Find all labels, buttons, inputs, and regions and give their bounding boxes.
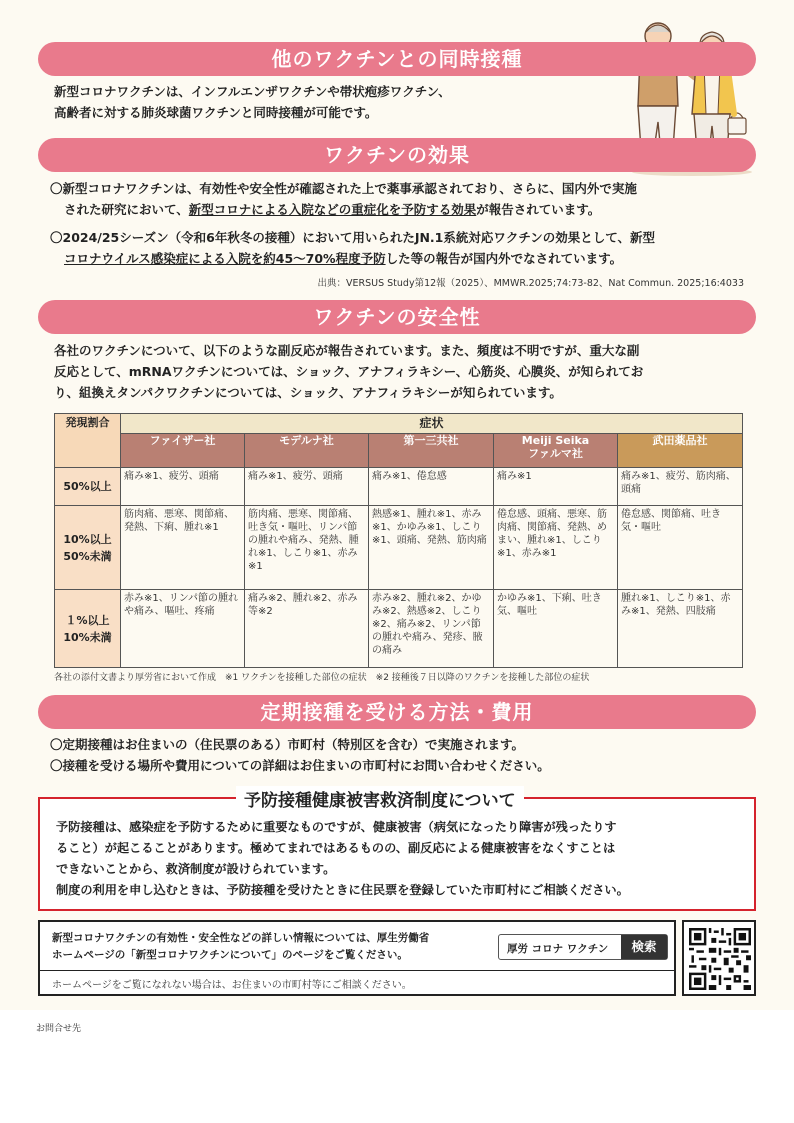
qr-code[interactable] <box>682 920 756 996</box>
method-title-band: 定期接種を受ける方法・費用 <box>38 695 756 729</box>
table-cell: 痛み※1、倦怠感 <box>369 468 494 506</box>
table-cell: 痛み※1 <box>494 468 618 506</box>
table-cell: 倦怠感、頭痛、悪寒、筋肉痛、関節痛、発熱、めまい、腫れ※1、しこり※1、赤み※1 <box>494 506 618 590</box>
safety-title-band: ワクチンの安全性 <box>38 300 756 334</box>
simultaneous-line-2: 高齢者に対する肺炎球菌ワクチンと同時接種が可能です。 <box>54 105 378 120</box>
company-meiji: Meiji Seika ファルマ社 <box>494 434 618 468</box>
table-row <box>55 468 743 506</box>
table-cell: 痛み※2、腫れ※2、赤み等※2 <box>245 590 369 668</box>
info-divider <box>40 970 674 971</box>
relief-body: 予防接種は、感染症を予防するために重要なものですが、健康被害（病気になったり障害が残ったりす ること）が起こることがあります。極めてまれではあるものの、副反応による健康被害をなくすことは できないことから、救済制度が設けられています。 制度の利用を申し込むときは、予防接種を受けたときに住民票を登録していた市町村にご相談ください。 <box>56 820 629 897</box>
info-fallback-text: ホームページをご覧になれない場合は、お住まいの市町村等にご相談ください。 <box>52 980 412 991</box>
effect-source: 出典：VERSUS Study第12報（2025）、MMWR.2025;74:73-82、Nat Commun. 2025;16:4033 <box>317 278 744 289</box>
safety-line-3: り、組換えタンパクワクチンについては、ショック、アナフィラキシーが知られています。 <box>54 385 562 400</box>
company-takeda: 武田薬品社 <box>618 434 743 468</box>
side-effects-table <box>54 413 743 668</box>
info-text: 新型コロナワクチンの有効性・安全性などの詳しい情報については、厚生労働省 ホームページの「新型コロナワクチンについて」のページをご覧ください。 <box>52 932 430 961</box>
table-cell: 赤み※2、腫れ※2、かゆみ※2、熱感※2、しこり※2、痛み※2、リンパ節の腫れや痛み、発疹、腋の痛み <box>369 590 494 668</box>
table-cell: 筋肉痛、悪寒、関節痛、吐き気・嘔吐、リンパ節の腫れや痛み、発熱、腫れ※1、しこり※1、赤み※1 <box>245 506 369 590</box>
effect-p2-line-2: コロナウイルス感染症による入院を約45～70%程度予防した等の報告が国内外でなされています。 <box>64 251 623 266</box>
relief-title: 予防接種健康被害救済制度について <box>236 786 524 811</box>
table-cell: 痛み※1、疲労、頭痛 <box>245 468 369 506</box>
table-note: 各社の添付文書より厚労省において作成 ※1 ワクチンを接種した部位の症状 ※2 接種後７日以降のワクチンを接種した部位の症状 <box>54 673 590 683</box>
company-moderna: モデルナ社 <box>245 434 369 468</box>
row-rate: 10%以上 50%未満 <box>55 506 121 590</box>
effect-title-band: ワクチンの効果 <box>38 138 756 172</box>
symptom-header: 症状 <box>121 414 743 434</box>
simultaneous-line-1: 新型コロナワクチンは、インフルエンザワクチンや帯状疱疹ワクチン、 <box>54 84 451 99</box>
table-cell: 腫れ※1、しこり※1、赤み※1、発熱、四肢痛 <box>618 590 743 668</box>
table-row <box>55 506 743 590</box>
effect-p2-line-1: 〇2024/25シーズン（令和6年秋冬の接種）において用いられたJN.1系統対応ワクチンの効果として、新型 <box>50 230 656 245</box>
simultaneous-title-band: 他のワクチンとの同時接種 <box>38 42 756 76</box>
table-row <box>55 590 743 668</box>
effect-p1-line-2: された研究において、新型コロナによる入院などの重症化を予防する効果が報告されています。 <box>64 202 601 217</box>
contact-label: お問合せ先 <box>36 1024 82 1034</box>
table-cell: 痛み※1、疲労、筋肉痛、頭痛 <box>618 468 743 506</box>
table-cell: かゆみ※1、下痢、吐き気、嘔吐 <box>494 590 618 668</box>
company-pfizer: ファイザー社 <box>121 434 245 468</box>
row-rate: 50%以上 <box>55 468 121 506</box>
safety-line-1: 各社のワクチンについて、以下のような副反応が報告されています。また、頻度は不明ですが、重大な副 <box>54 343 640 358</box>
row-rate: １%以上 10%未満 <box>55 590 121 668</box>
info-box <box>38 920 676 996</box>
table-cell: 痛み※1、疲労、頭痛 <box>121 468 245 506</box>
table-cell: 倦怠感、関節痛、吐き気・嘔吐 <box>618 506 743 590</box>
safety-line-2: 反応として、mRNAワクチンについては、ショック、アナフィラキシー、心筋炎、心膜炎、が知られてお <box>54 364 644 379</box>
search-box[interactable] <box>498 934 668 960</box>
relief-system-box <box>38 791 756 911</box>
search-button[interactable]: 検索 <box>621 935 667 959</box>
method-line-1: 〇定期接種はお住まいの（住民票のある）市町村（特別区を含む）で実施されます。 <box>50 737 525 752</box>
company-daiichi: 第一三共社 <box>369 434 494 468</box>
effect-p1-underlined: 新型コロナによる入院などの重症化を予防する効果 <box>188 202 477 217</box>
rate-header: 発現割合 <box>55 414 121 468</box>
table-cell: 熱感※1、腫れ※1、赤み※1、かゆみ※1、しこり※1、頭痛、発熱、筋肉痛 <box>369 506 494 590</box>
effect-p2-underlined: コロナウイルス感染症による入院を約45～70%程度予防 <box>64 251 386 266</box>
effect-p1-line-1: 〇新型コロナワクチンは、有効性や安全性が確認された上で薬事承認されており、さらに、国内外で実施 <box>50 181 637 196</box>
qr-code-icon <box>689 928 751 990</box>
table-cell: 筋肉痛、悪寒、関節痛、発熱、下痢、腫れ※1 <box>121 506 245 590</box>
table-cell: 赤み※1、リンパ節の腫れや痛み、嘔吐、疼痛 <box>121 590 245 668</box>
search-term: 厚労 コロナ ワクチン <box>507 943 609 955</box>
method-line-2: 〇接種を受ける場所や費用についての詳細はお住まいの市町村にお問い合わせください。 <box>50 758 550 773</box>
